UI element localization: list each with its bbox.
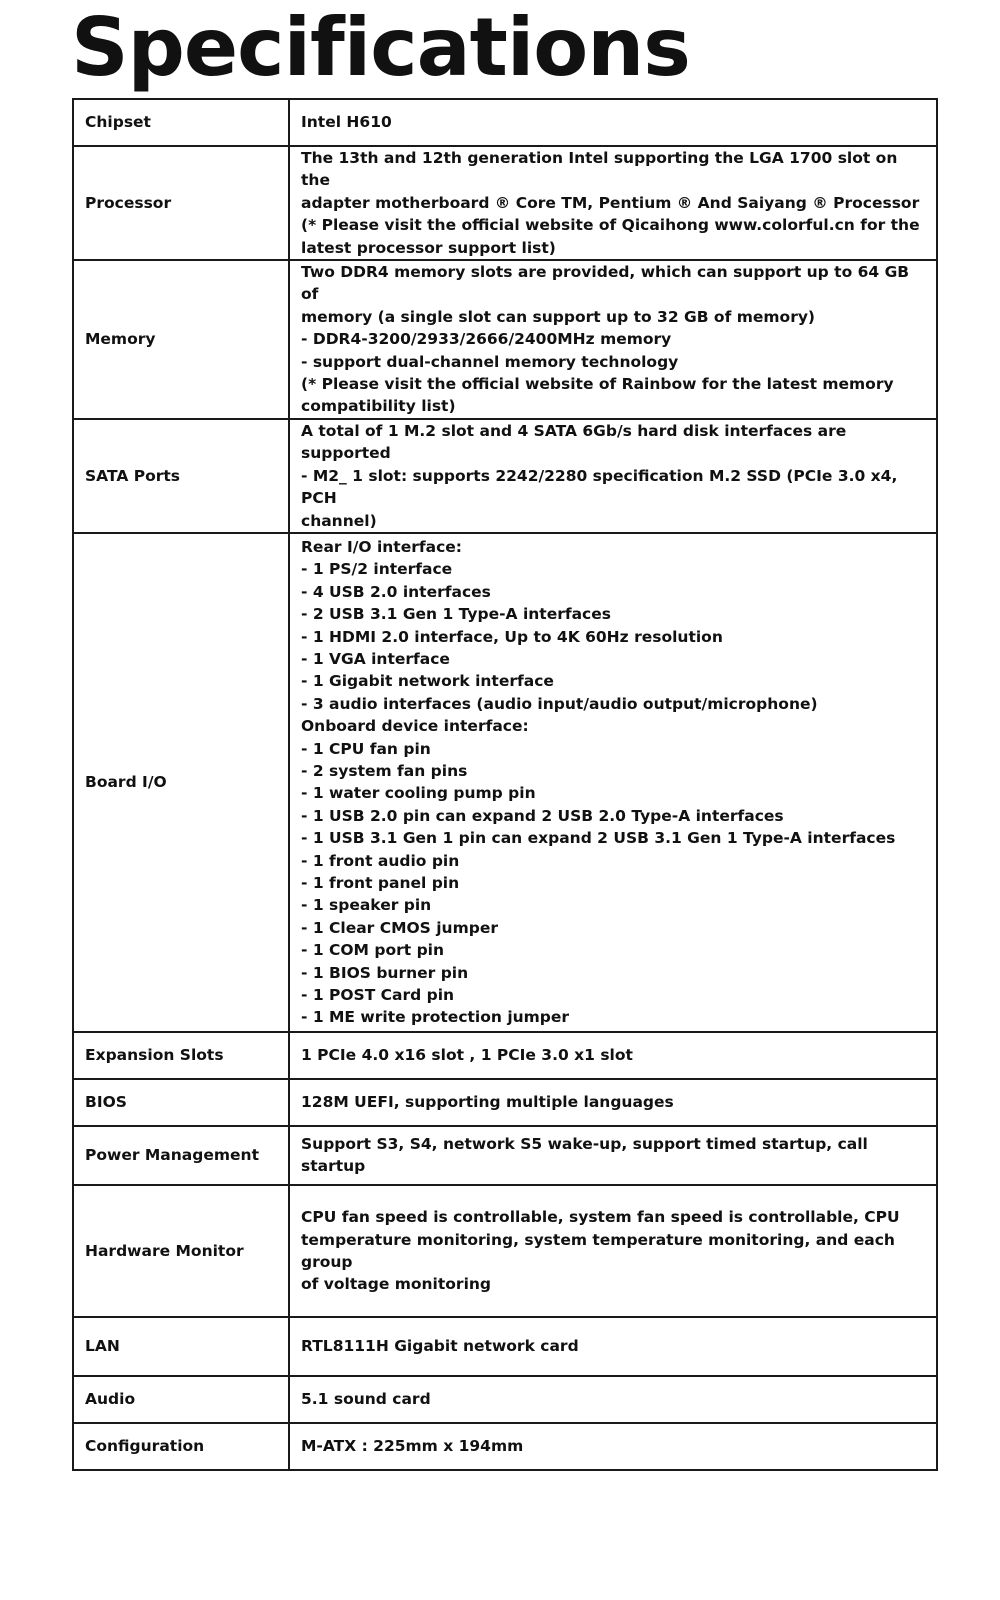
spec-label: BIOS bbox=[73, 1079, 289, 1126]
spec-label: Board I/O bbox=[73, 533, 289, 1032]
spec-label: Expansion Slots bbox=[73, 1032, 289, 1079]
spec-row bbox=[73, 1185, 937, 1317]
spec-value-line: 5.1 sound card bbox=[301, 1390, 431, 1409]
spec-value-line: The 13th and 12th generation Intel supporting the LGA 1700 slot on the bbox=[301, 149, 898, 190]
spec-value bbox=[289, 1317, 937, 1376]
spec-value-line: of voltage monitoring bbox=[301, 1275, 492, 1294]
spec-value bbox=[289, 99, 937, 146]
spec-row bbox=[73, 1126, 937, 1185]
spec-value-line: RTL8111H Gigabit network card bbox=[301, 1337, 579, 1356]
spec-value-line: - 1 USB 3.1 Gen 1 pin can expand 2 USB 3.1 Gen 1 Type-A interfaces bbox=[301, 829, 896, 848]
spec-value bbox=[289, 533, 937, 1032]
spec-value-line: - 1 Clear CMOS jumper bbox=[301, 918, 498, 937]
spec-label: Memory bbox=[73, 260, 289, 419]
spec-value-line: - 1 speaker pin bbox=[301, 896, 432, 915]
spec-value-line: - 1 Gigabit network interface bbox=[301, 672, 554, 691]
spec-row bbox=[73, 99, 937, 146]
spec-value-line: - 2 USB 3.1 Gen 1 Type-A interfaces bbox=[301, 605, 611, 624]
spec-value-line: channel) bbox=[301, 511, 377, 530]
spec-value-line: 128M UEFI, supporting multiple languages bbox=[301, 1093, 674, 1112]
spec-label: Power Management bbox=[73, 1126, 289, 1185]
spec-value-line: - 1 COM port pin bbox=[301, 941, 445, 960]
spec-row bbox=[73, 1423, 937, 1470]
spec-value-line: - 1 front panel pin bbox=[301, 874, 460, 893]
spec-value bbox=[289, 1032, 937, 1079]
spec-value-line: - 1 VGA interface bbox=[301, 649, 450, 668]
spec-row bbox=[73, 1376, 937, 1423]
spec-table bbox=[72, 98, 938, 1471]
spec-value-line: CPU fan speed is controllable, system fan speed is controllable, CPU bbox=[301, 1208, 900, 1227]
spec-row bbox=[73, 260, 937, 419]
spec-label: Audio bbox=[73, 1376, 289, 1423]
spec-value-line: - support dual-channel memory technology bbox=[301, 352, 679, 371]
spec-value-line: Support S3, S4, network S5 wake-up, support timed startup, call startup bbox=[301, 1135, 868, 1176]
spec-label: Hardware Monitor bbox=[73, 1185, 289, 1317]
spec-value-line: temperature monitoring, system temperature monitoring, and each group bbox=[301, 1230, 895, 1271]
spec-table-body bbox=[73, 99, 937, 1470]
spec-value bbox=[289, 1423, 937, 1470]
spec-value-line: adapter motherboard ® Core TM, Pentium ® And Saiyang ® Processor bbox=[301, 193, 920, 212]
spec-value-line: memory (a single slot can support up to 32 GB of memory) bbox=[301, 307, 816, 326]
spec-label: Chipset bbox=[73, 99, 289, 146]
spec-value-line: Rear I/O interface: bbox=[301, 537, 462, 556]
spec-value-line: - 3 audio interfaces (audio input/audio output/microphone) bbox=[301, 694, 818, 713]
spec-value bbox=[289, 260, 937, 419]
page-title: Specifications bbox=[71, 1, 690, 94]
spec-value-line: - 4 USB 2.0 interfaces bbox=[301, 582, 491, 601]
spec-value-line: - 1 HDMI 2.0 interface, Up to 4K 60Hz resolution bbox=[301, 627, 723, 646]
spec-value-line: Intel H610 bbox=[301, 113, 392, 132]
spec-value-line: latest processor support list) bbox=[301, 238, 556, 257]
spec-value-line: compatibility list) bbox=[301, 397, 456, 416]
spec-row bbox=[73, 146, 937, 260]
spec-value bbox=[289, 1376, 937, 1423]
spec-value bbox=[289, 419, 937, 533]
spec-row bbox=[73, 1317, 937, 1376]
spec-value-line: - 1 ME write protection jumper bbox=[301, 1008, 570, 1027]
spec-value bbox=[289, 146, 937, 260]
spec-label: Processor bbox=[73, 146, 289, 260]
spec-value-line: - 1 PS/2 interface bbox=[301, 560, 453, 579]
spec-label: Configuration bbox=[73, 1423, 289, 1470]
spec-value-line: - 2 system fan pins bbox=[301, 762, 468, 780]
spec-label: LAN bbox=[73, 1317, 289, 1376]
spec-value-line: Two DDR4 memory slots are provided, which can support up to 64 GB of bbox=[301, 263, 910, 304]
spec-value bbox=[289, 1079, 937, 1126]
spec-value-line: 1 PCIe 4.0 x16 slot , 1 PCIe 3.0 x1 slot bbox=[301, 1046, 633, 1065]
spec-value-line: - 1 BIOS burner pin bbox=[301, 963, 469, 982]
spec-value-line: A total of 1 M.2 slot and 4 SATA 6Gb/s hard disk interfaces are supported bbox=[301, 421, 847, 463]
spec-row bbox=[73, 533, 937, 1032]
spec-value-line: M-ATX : 225mm x 194mm bbox=[301, 1437, 524, 1456]
spec-label: SATA Ports bbox=[73, 419, 289, 533]
spec-value bbox=[289, 1126, 937, 1185]
spec-value-line: - 1 USB 2.0 pin can expand 2 USB 2.0 Type-A interfaces bbox=[301, 806, 784, 825]
spec-value-line: - M2_ 1 slot: supports 2242/2280 specification M.2 SSD (PCIe 3.0 x4, PCH bbox=[301, 466, 898, 508]
spec-row bbox=[73, 1032, 937, 1079]
spec-row bbox=[73, 1079, 937, 1126]
spec-value-line: (* Please visit the official website of Qicaihong www.colorful.cn for the bbox=[301, 216, 920, 235]
spec-value bbox=[289, 1185, 937, 1317]
spec-value-line: Onboard device interface: bbox=[301, 717, 529, 736]
spec-row bbox=[73, 419, 937, 533]
spec-value-line: - 1 water cooling pump pin bbox=[301, 784, 536, 803]
spec-value-line: - 1 front audio pin bbox=[301, 851, 460, 870]
spec-value-line: - 1 POST Card pin bbox=[301, 986, 455, 1005]
spec-value-line: - DDR4-3200/2933/2666/2400MHz memory bbox=[301, 330, 672, 349]
spec-value-line: - 1 CPU fan pin bbox=[301, 739, 431, 758]
spec-value-line: (* Please visit the official website of Rainbow for the latest memory bbox=[301, 375, 894, 394]
